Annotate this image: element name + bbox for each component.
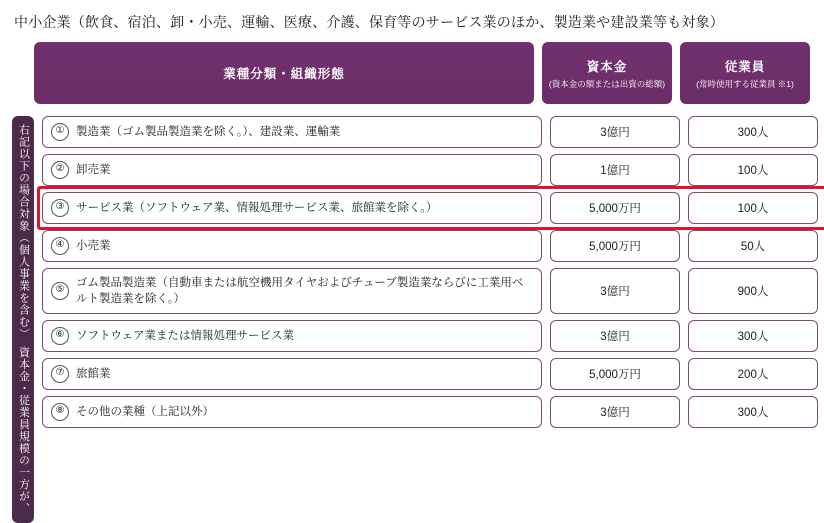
- cell-kind-text: 製造業（ゴム製品製造業を除く。）、建設業、運輸業: [76, 126, 341, 138]
- row-number-badge: ④: [51, 237, 69, 255]
- cell-kind: [42, 116, 542, 148]
- cell-capital: 5,000万円: [550, 230, 680, 262]
- cell-employees: 900人: [688, 268, 818, 314]
- cell-capital: 3億円: [550, 268, 680, 314]
- side-vertical-label: 右記以下の場合対象（個人事業を含む） 資本金・従業員規模の一方が、: [12, 116, 34, 523]
- cell-kind: [42, 192, 542, 224]
- cell-capital: 3億円: [550, 320, 680, 352]
- cell-kind: [42, 396, 542, 428]
- cell-capital: 5,000万円: [550, 192, 680, 224]
- header-capital-title: 資本金: [586, 59, 628, 74]
- cell-kind-text: ソフトウェア業または情報処理サービス業: [76, 330, 295, 342]
- row-number-badge: ⑤: [51, 282, 69, 300]
- cell-kind: [42, 154, 542, 186]
- table-row: [42, 230, 818, 262]
- cell-kind-text: その他の業種（上記以外）: [76, 406, 214, 418]
- table-row: [42, 268, 818, 314]
- cell-kind: [42, 358, 542, 390]
- cell-employees: 100人: [688, 154, 818, 186]
- row-number-badge: ③: [51, 199, 69, 217]
- cell-employees: 200人: [688, 358, 818, 390]
- header-employees-title: 従業員: [724, 59, 766, 74]
- cell-kind-text: 旅館業: [76, 368, 111, 380]
- table-row: [42, 358, 818, 390]
- cell-capital: 3億円: [550, 116, 680, 148]
- table-body: [12, 116, 812, 523]
- table-row: [42, 320, 818, 352]
- row-number-badge: ⑦: [51, 365, 69, 383]
- cell-kind: [42, 268, 542, 314]
- row-number-badge: ⑧: [51, 403, 69, 421]
- cell-kind-text: 卸売業: [76, 164, 111, 176]
- header-employees-subtitle: (常時使用する従業員 ※1): [696, 78, 794, 89]
- row-number-badge: ⑥: [51, 327, 69, 345]
- table-row: [42, 192, 818, 224]
- table-row: [42, 116, 818, 148]
- table-rows: [42, 116, 818, 523]
- cell-employees: 300人: [688, 320, 818, 352]
- row-number-badge: ②: [51, 161, 69, 179]
- header-cell-employees: [680, 42, 810, 104]
- cell-kind-text: ゴム製品製造業（自動車または航空機用タイヤおよびチューブ製造業ならびに工業用ベルト製造業を除く。）: [76, 277, 524, 305]
- cell-capital: 1億円: [550, 154, 680, 186]
- cell-employees: 50人: [688, 230, 818, 262]
- cell-kind: [42, 230, 542, 262]
- cell-employees: 100人: [688, 192, 818, 224]
- table-header-row: [34, 42, 812, 104]
- cell-capital: 5,000万円: [550, 358, 680, 390]
- cell-kind-text: 小売業: [76, 240, 111, 252]
- table-row: [42, 154, 818, 186]
- page-title: 中小企業（飲食、宿泊、卸・小売、運輸、医療、介護、保育等のサービス業のほか、製造業や建設業等も対象）: [14, 14, 724, 30]
- eligibility-table: [12, 42, 812, 523]
- table-row: [42, 396, 818, 428]
- cell-kind: [42, 320, 542, 352]
- header-cell-capital: [542, 42, 672, 104]
- cell-employees: 300人: [688, 116, 818, 148]
- cell-employees: 300人: [688, 396, 818, 428]
- row-number-badge: ①: [51, 123, 69, 141]
- cell-kind-text: サービス業（ソフトウェア業、情報処理サービス業、旅館業を除く。）: [76, 202, 438, 214]
- header-kind-title: 業種分類・組織形態: [223, 67, 345, 81]
- cell-capital: 3億円: [550, 396, 680, 428]
- header-cell-kind: [34, 42, 534, 104]
- header-capital-subtitle: (資本金の額または出資の総額): [548, 78, 666, 89]
